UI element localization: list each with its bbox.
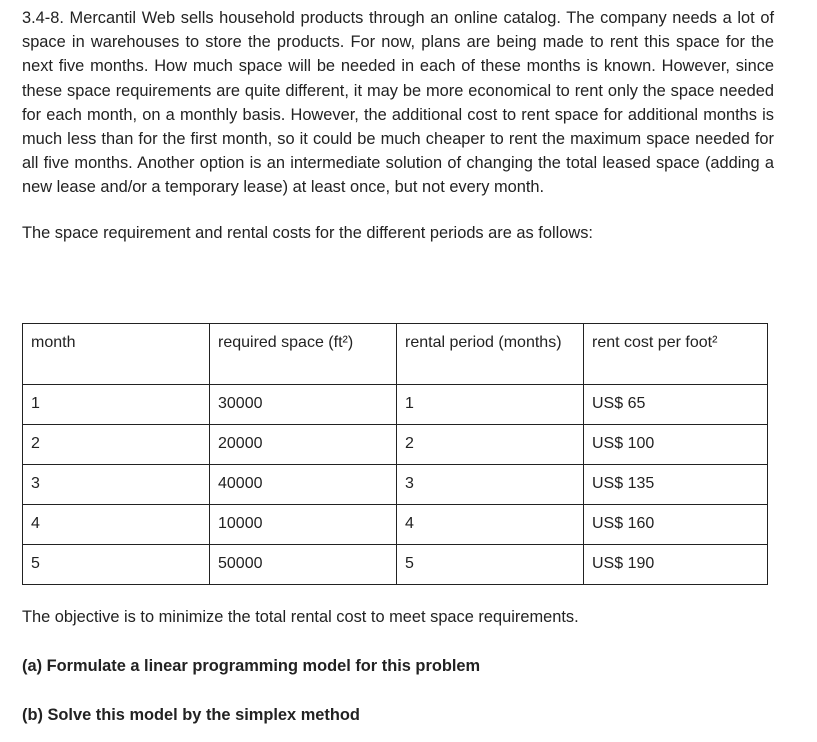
part-a-question: (a) Formulate a linear programming model for this problem <box>22 657 481 675</box>
header-rental-period: rental period (months) <box>397 324 584 385</box>
problem-document <box>22 6 774 724</box>
table-intro-text: The space requirement and rental costs for the different periods are as follows: <box>22 223 593 242</box>
cell-rental-period: 1 <box>397 385 584 425</box>
cell-rent-cost: US$ 160 <box>584 505 768 545</box>
objective-text: The objective is to minimize the total rental cost to meet space requirements. <box>22 608 579 626</box>
cell-month: 5 <box>23 545 210 585</box>
table-row <box>23 465 768 505</box>
cell-rental-period: 5 <box>397 545 584 585</box>
header-rent-cost: rent cost per foot² <box>584 324 768 385</box>
table-row <box>23 425 768 465</box>
table-header-row <box>23 324 768 385</box>
cell-month: 1 <box>23 385 210 425</box>
cell-rental-period: 2 <box>397 425 584 465</box>
cell-rent-cost: US$ 65 <box>584 385 768 425</box>
space-requirements-table <box>22 323 768 585</box>
cell-month: 3 <box>23 465 210 505</box>
table-row <box>23 545 768 585</box>
cell-rent-cost: US$ 135 <box>584 465 768 505</box>
cell-required-space: 10000 <box>210 505 397 545</box>
header-month: month <box>23 324 210 385</box>
problem-statement: 3.4-8. Mercantil Web sells household products through an online catalog. The company needs a lot of space in warehouses to store the products. For now, plans are being made to rent this space for the next five months. How much space will be needed in each of these months is known. However, since these space requirements are quite different, it may be more economical to rent only the space needed for each month, on a monthly basis. However, the additional cost to rent space for additional months is much less than for the first month, so it could be much cheaper to rent the maximum space needed for all five months. Another option is an intermediate solution of changing the total leased space (adding a new lease and/or a temporary lease) at least once, but not every month. <box>22 9 774 197</box>
cell-month: 2 <box>23 425 210 465</box>
cell-month: 4 <box>23 505 210 545</box>
cell-rental-period: 4 <box>397 505 584 545</box>
cell-required-space: 40000 <box>210 465 397 505</box>
cell-required-space: 20000 <box>210 425 397 465</box>
cell-rental-period: 3 <box>397 465 584 505</box>
table-row <box>23 385 768 425</box>
header-required-space: required space (ft²) <box>210 324 397 385</box>
table-row <box>23 505 768 545</box>
cell-required-space: 30000 <box>210 385 397 425</box>
part-b-question: (b) Solve this model by the simplex method <box>22 706 360 724</box>
cell-rent-cost: US$ 190 <box>584 545 768 585</box>
cell-rent-cost: US$ 100 <box>584 425 768 465</box>
cell-required-space: 50000 <box>210 545 397 585</box>
